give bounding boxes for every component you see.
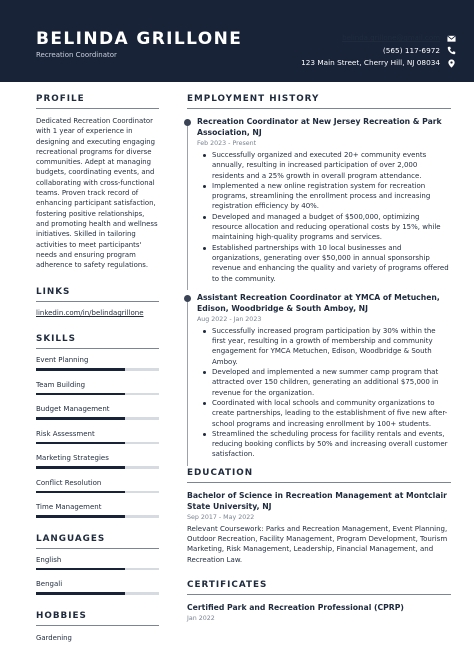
employment-section: [187, 94, 451, 460]
language-level-track: [36, 568, 159, 571]
candidate-title: Recreation Coordinator: [36, 51, 117, 59]
language-name: Bengali: [36, 580, 63, 589]
job-title: Assistant Recreation Coordinator at YMCA of Metuchen, Edison, Woodbridge & South Amboy, NJ: [197, 292, 440, 313]
job-entry: [187, 116, 451, 284]
job-bullet: Successfully organized and executed 20+ community events annually, resulting in increased participation of over 2,000 residents and a 25% growth in overall program attendance.: [197, 150, 451, 181]
job-bullet: Implemented a new online registration system for recreation programs, streamlining the enrollment process and increasing registration efficiency by 40%.: [197, 181, 451, 212]
languages-heading: LANGUAGES: [36, 534, 159, 549]
skill-level-fill: [36, 417, 125, 420]
timeline-dot-icon: [184, 295, 191, 302]
job-date: Aug 2022 - Jan 2023: [197, 315, 262, 323]
employment-heading: EMPLOYMENT HISTORY: [187, 94, 451, 109]
job-bullet: Established partnerships with 10 local businesses and organizations, generating over $50,000 in annual sponsorship revenue and enhancing the quality and variety of programs offered to the community.: [197, 243, 451, 284]
linkedin-link[interactable]: linkedin.com/in/belindagrillone: [36, 309, 144, 318]
certificates-heading: CERTIFICATES: [187, 580, 451, 595]
skill-level-track: [36, 491, 159, 494]
certificate-date: Jan 2022: [187, 614, 215, 622]
skill-level-fill: [36, 368, 125, 371]
education-section: [187, 468, 451, 565]
job-bullet: Developed and implemented a new summer camp program that attracted over 150 children, generating an additional $75,000 in revenue for the organization.: [197, 367, 451, 398]
job-bullet: Successfully increased program participation by 30% within the first year, resulting in a growth of membership and community engagement for YMCA Metuchen, Edison, Woodbridge & South Amboy.: [197, 326, 451, 367]
contact-email-row[interactable]: [301, 32, 456, 45]
skill-level-track: [36, 393, 159, 396]
phone-icon: [447, 46, 456, 55]
skill-name: Risk Assessment: [36, 429, 95, 438]
links-section: [36, 287, 159, 317]
skills-section: [36, 334, 159, 518]
contact-block: [301, 32, 456, 70]
skill-level-track: [36, 466, 159, 469]
job-bullet: Streamlined the scheduling process for facility rentals and events, reducing booking conflicts by 50% and increasing overall customer satisfaction.: [197, 429, 451, 460]
language-name: English: [36, 555, 62, 564]
contact-address-row: [301, 57, 456, 70]
profile-text: Dedicated Recreation Coordinator with 1 year of experience in designing and executing engaging recreational programs for diverse communities. Adept at managing budgets, coordinating events, and collaborating with cross-functional teams. Proven track record of enhancing participant satisfaction, fostering positive relationships, and promoting health and wellness initiatives. Skilled in tailoring activities to meet participants' needs and ensuring program adherence to safety regulations.: [36, 117, 158, 270]
skill-name: Conflict Resolution: [36, 478, 102, 487]
education-date: Sep 2017 - May 2022: [187, 513, 255, 521]
skill-name: Team Building: [36, 380, 86, 389]
job-bullets: [197, 150, 451, 284]
contact-address: 123 Main Street, Cherry Hill, NJ 08034: [301, 58, 440, 68]
skill-level-fill: [36, 515, 125, 518]
languages-section: [36, 534, 159, 595]
education-text: Relevant Coursework: Parks and Recreation Management, Event Planning, Outdoor Recreation, Facility Management, Program Development, Tourism Marketing, Risk Management, Leadership, Financial Management, and Recreation Law.: [187, 524, 448, 564]
skill-item: [36, 430, 159, 445]
job-bullet: Developed and managed a budget of $500,000, optimizing resource allocation and reducing operational costs by 15%, while maintaining high-quality programs and services.: [197, 212, 451, 243]
envelope-icon: [447, 34, 456, 43]
skill-name: Budget Management: [36, 405, 110, 414]
certificate-title: Certified Park and Recreation Professional (CPRP): [187, 602, 404, 612]
location-icon: [447, 59, 456, 68]
skill-level-fill: [36, 393, 125, 396]
contact-phone-row: [301, 45, 456, 58]
contact-email[interactable]: belinda.grillone@gmail.com: [342, 34, 440, 43]
education-heading: EDUCATION: [187, 468, 451, 483]
job-bullet: Coordinated with local schools and community organizations to create partnerships, leading to the establishment of five new after-school programs and increasing enrollment by 100+ students.: [197, 398, 451, 429]
job-title: Recreation Coordinator at New Jersey Recreation & Park Association, NJ: [197, 117, 442, 137]
job-bullets: [197, 326, 451, 460]
hobby-item: Gardening: [36, 633, 72, 642]
skill-name: Marketing Strategies: [36, 454, 109, 463]
job-entry: [187, 292, 451, 460]
language-level-fill: [36, 568, 125, 571]
language-level-track: [36, 592, 159, 595]
language-item: [36, 556, 159, 571]
skill-item: [36, 356, 159, 371]
links-heading: LINKS: [36, 287, 159, 302]
language-item: [36, 580, 159, 595]
skill-level-fill: [36, 491, 125, 494]
language-level-fill: [36, 592, 125, 595]
hobbies-heading: HOBBIES: [36, 611, 159, 626]
right-column: [187, 94, 451, 625]
skill-name: Event Planning: [36, 356, 89, 365]
timeline-dot-icon: [184, 119, 191, 126]
certificates-section: [187, 580, 451, 622]
education-title: Bachelor of Science in Recreation Management at Montclair State University, NJ: [187, 490, 447, 511]
skill-item: [36, 503, 159, 518]
skill-item: [36, 381, 159, 396]
skill-level-fill: [36, 442, 125, 445]
skill-item: [36, 454, 159, 469]
resume-header: [0, 0, 474, 82]
skill-item: [36, 479, 159, 494]
hobbies-section: [36, 611, 159, 643]
skill-level-track: [36, 417, 159, 420]
candidate-name: BELINDA GRILLONE: [36, 29, 243, 49]
profile-heading: PROFILE: [36, 94, 159, 109]
contact-phone: (565) 117-6972: [382, 45, 440, 55]
job-date: Feb 2023 - Present: [197, 140, 257, 147]
skill-item: [36, 405, 159, 420]
skill-name: Time Management: [36, 503, 102, 512]
skill-level-track: [36, 368, 159, 371]
skills-heading: SKILLS: [36, 334, 159, 349]
skill-level-track: [36, 442, 159, 445]
left-column: [36, 94, 159, 643]
skill-level-track: [36, 515, 159, 518]
skill-level-fill: [36, 466, 125, 469]
profile-section: [36, 94, 159, 270]
